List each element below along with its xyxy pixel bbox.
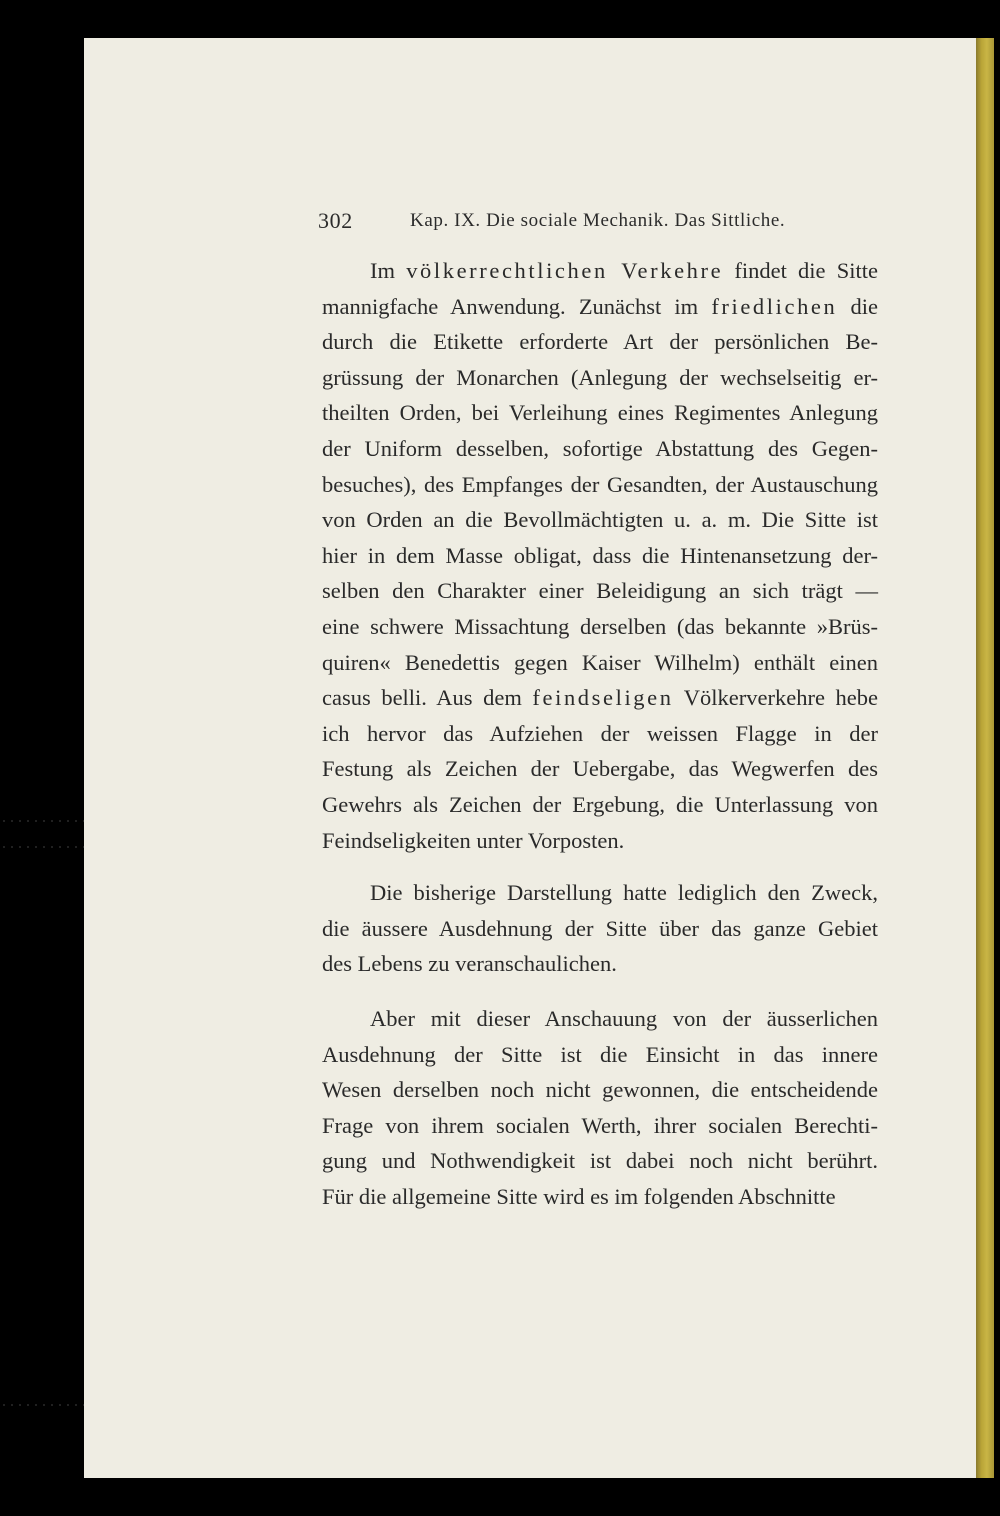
text-run: Die bisherige Darstellung hatte lediglich den Zweck, bbox=[370, 880, 878, 905]
text-run: grüssung der Monarchen (Anlegung der wechselseitig er- bbox=[322, 364, 878, 390]
text-line bbox=[322, 612, 878, 642]
text-run: mannigfache Anwendung. Zunächst im bbox=[322, 293, 712, 319]
scan-artifact bbox=[0, 1404, 84, 1406]
text-line bbox=[322, 719, 878, 749]
text-run: Völkerverkehre hebe bbox=[673, 685, 878, 711]
text-run: Im bbox=[370, 258, 407, 283]
running-header bbox=[318, 208, 878, 238]
text-line bbox=[322, 1146, 878, 1176]
text-line bbox=[370, 1004, 878, 1034]
text-run: Gewehrs als Zeichen der Ergebung, die Unterlassung von bbox=[322, 792, 878, 817]
text-line bbox=[322, 914, 878, 944]
text-line bbox=[322, 576, 878, 606]
scan-artifact bbox=[0, 820, 84, 822]
running-title: Kap. IX. Die sociale Mechanik. Das Sittliche. bbox=[410, 210, 786, 231]
text-run: des Lebens zu veranschaulichen. bbox=[322, 951, 617, 977]
text-run: der Uniform desselben, sofortige Abstattung des Gegen- bbox=[322, 436, 878, 461]
text-line bbox=[322, 1075, 878, 1105]
text-run: von Orden an die Bevollmächtigten u. a. m. Die Sitte ist bbox=[322, 507, 878, 533]
spaced-emphasis: feindseligen bbox=[532, 685, 674, 711]
text-line bbox=[322, 292, 878, 322]
text-line bbox=[322, 1182, 878, 1212]
text-line bbox=[322, 327, 878, 357]
text-line bbox=[322, 949, 878, 979]
text-line bbox=[322, 683, 878, 713]
text-line bbox=[322, 470, 878, 500]
text-run: Ausdehnung der Sitte ist die Einsicht in das innere bbox=[322, 1041, 878, 1067]
text-line bbox=[370, 256, 878, 286]
text-run: theilten Orden, bei Verleihung eines Regimentes Anlegung bbox=[322, 400, 878, 426]
text-line bbox=[322, 790, 878, 820]
text-run: Festung als Zeichen der Uebergabe, das Wegwerfen des bbox=[322, 756, 878, 782]
text-line bbox=[322, 434, 878, 464]
text-line bbox=[322, 1040, 878, 1070]
page-number: 302 bbox=[318, 208, 353, 233]
text-run: ich hervor das Aufziehen der weissen Flagge in der bbox=[322, 720, 878, 746]
text-line bbox=[322, 505, 878, 535]
text-run: selben den Charakter einer Beleidigung an sich trägt — bbox=[322, 578, 878, 604]
text-run: Frage von ihrem socialen Werth, ihrer socialen Berechti- bbox=[322, 1112, 878, 1138]
scan-artifact bbox=[0, 846, 84, 848]
text-run: Wesen derselben noch nicht gewonnen, die entscheidende bbox=[322, 1077, 878, 1103]
text-line bbox=[322, 541, 878, 571]
text-line bbox=[322, 398, 878, 428]
text-run: casus belli. Aus dem bbox=[322, 685, 533, 711]
spaced-emphasis: völkerrechtlichen Verkehre bbox=[406, 258, 724, 283]
text-run: eine schwere Missachtung derselben (das bekannte »Brüs- bbox=[322, 614, 878, 639]
text-line bbox=[322, 1111, 878, 1141]
text-run: Feindseligkeiten unter Vorposten. bbox=[322, 827, 625, 853]
text-line bbox=[322, 363, 878, 393]
page-edge bbox=[976, 38, 994, 1478]
text-run: die bbox=[837, 293, 878, 319]
text-run: Für die allgemeine Sitte wird es im folgenden Abschnitte bbox=[322, 1184, 836, 1209]
spaced-emphasis: friedlichen bbox=[711, 293, 838, 319]
text-line bbox=[370, 878, 878, 908]
text-line bbox=[322, 648, 878, 678]
text-run: besuches), des Empfanges der Gesandten, der Austauschung bbox=[322, 471, 878, 497]
text-run: hier in dem Masse obligat, dass die Hintenansetzung der- bbox=[322, 542, 878, 568]
text-run: die äussere Ausdehnung der Sitte über das ganze Gebiet bbox=[322, 915, 878, 941]
text-run: gung und Nothwendigkeit ist dabei noch nicht berührt. bbox=[322, 1148, 878, 1174]
text-run: quiren« Benedettis gegen Kaiser Wilhelm) enthält einen bbox=[322, 649, 878, 675]
text-run: durch die Etikette erforderte Art der persönlichen Be- bbox=[322, 329, 878, 355]
text-line bbox=[322, 754, 878, 784]
text-run: findet die Sitte bbox=[723, 258, 878, 283]
text-line bbox=[322, 826, 878, 856]
text-run: Aber mit dieser Anschauung von der äusserlichen bbox=[370, 1006, 878, 1031]
